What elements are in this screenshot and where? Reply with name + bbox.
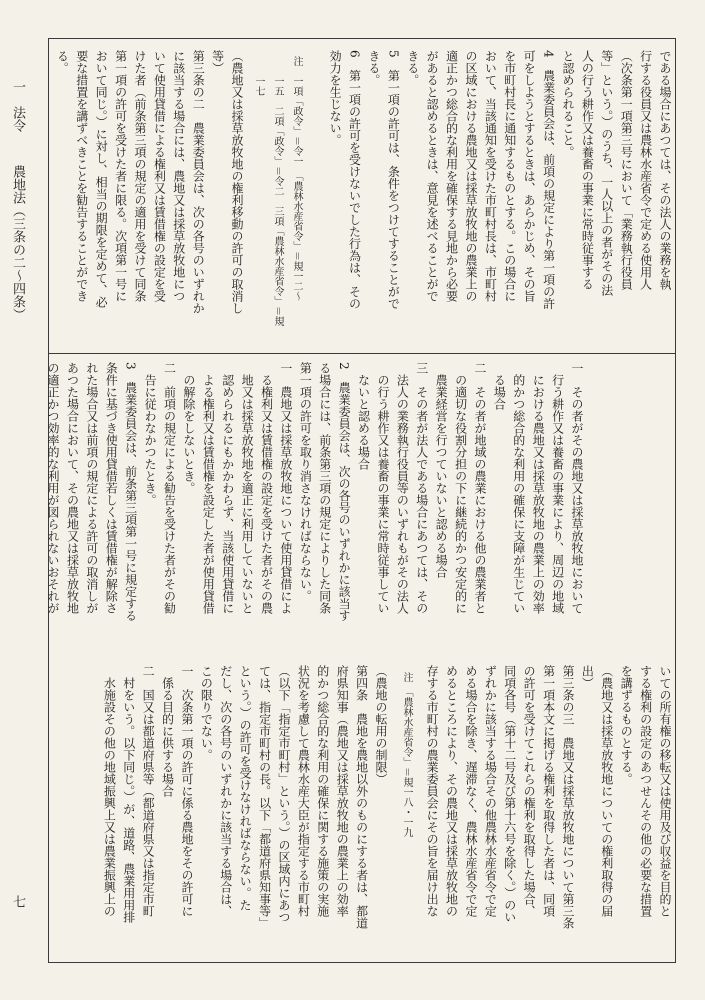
text-line: 人の行う耕作又は養畜の事業に常時従事する — [580, 50, 595, 290]
text-line: の解除をしないとき。 — [181, 362, 196, 494]
note-line: 一五 二項「政令」＝令二 三項「農林水産省令」＝規 — [272, 56, 283, 326]
text-line: める場合を除き、遅滞なく、農林水産省令で定 — [463, 665, 478, 917]
text-line: この限りでない。 — [199, 665, 214, 761]
text-line: 農業経営を行つていないと認める場合 — [434, 362, 449, 578]
text-line: 的かつ総合的な利用の確保に関する施策の実施 — [315, 665, 330, 917]
text-line: を市町村長に通知するものとする。この場合に — [502, 50, 517, 302]
text-line: の行う耕作又は養畜の事業に常時従事してい — [375, 362, 390, 614]
text-line: 第四条 農地を農地以外のものにする者は、都道 — [354, 665, 369, 929]
section-divider — [48, 353, 676, 354]
text-line: 第三条の二 農業委員会は、次の各号のいずれか — [191, 50, 206, 314]
text-line: 要な措置を講ずべきことを勧告することができ — [74, 50, 89, 302]
text-line: （次条第一項第三号において「業務執行役員 — [619, 50, 634, 290]
text-line: きる。 — [405, 50, 420, 86]
text-line: 一 その者がその農地又は採草放牧地において — [570, 362, 584, 614]
text-line: 第三条の三 農地又は採草放牧地について第三条 — [560, 665, 575, 929]
text-line: の区域における農地又は採草放牧地の農業上の — [463, 50, 478, 302]
text-line: 行する役員又は農林水産省令で定める使用人 — [638, 50, 653, 290]
text-line: 告に従わなかつたとき。 — [143, 362, 158, 506]
note-line: 一七 — [253, 56, 264, 96]
right-note — [392, 672, 416, 952]
text-line: おいて、当該通知を受けた市町村長は、市町村 — [483, 50, 498, 302]
article-3-2-text — [56, 50, 246, 348]
text-line: きる。 — [366, 50, 381, 86]
text-line: けた者（前条第三項の規定の適用を受けて同条 — [132, 50, 147, 302]
text-line: 的かつ総合的な利用の確保に支障が生じてい — [511, 362, 526, 614]
text-line: めるところにより、その農地又は採草放牧地の — [444, 665, 459, 917]
text-line: の適切な役割分担の下に継続的かつ安定的に — [453, 362, 468, 614]
text-line: 府県知事（農地又は採草放牧地の農業上の効率 — [335, 665, 350, 917]
text-line: る。 — [55, 50, 70, 74]
text-line: る場合 — [492, 362, 507, 410]
text-line: （農地の転用の制限） — [374, 665, 388, 785]
text-line: 村をいう。以下同じ。）が、道路、農業用用排 — [121, 665, 136, 923]
text-line: 認められるにもかかわらず、当該使用貸借に — [220, 362, 235, 614]
text-line: 第一項の許可を取り消さなければならない。 — [298, 362, 313, 602]
text-line: 存する市町村の農業委員会にその旨を届け出な — [425, 665, 440, 917]
text-line: 法人の業務執行役員等のいずれもがその法人 — [395, 362, 410, 614]
text-line: ずれかに該当する場合その他農林水産省令で定 — [483, 665, 498, 917]
page-number: 七 — [10, 895, 25, 908]
bottom-section-text — [46, 362, 586, 658]
text-line: （農地又は採草放牧地の権利移動の許可の取消し — [230, 50, 244, 314]
text-line: という。）の許可を受けなければならない。た — [238, 665, 253, 911]
text-line: 条件に基づき使用貸借若しくは賃借権が解除さ — [104, 362, 119, 614]
text-line: あつた場合において、その農地又は採草放牧地 — [65, 362, 80, 614]
text-line: である場合にあつては、その法人の業務を執 — [658, 50, 672, 290]
text-line: における農地又は採草放牧地の農業上の効率 — [531, 362, 546, 614]
text-line: する権利の設定のあつせんその他の必要な措置 — [638, 665, 653, 917]
header-section: 一 法令 — [10, 80, 25, 132]
text-line: 第一項の許可を受けた者に限る。次項第一号に — [113, 50, 128, 302]
text-line: 二 その者が地域の農業における他の農業者と — [472, 362, 487, 614]
text-line: 2 農業委員会は、次の各号のいずれかに該当す — [337, 362, 352, 622]
text-line: る場合には、前条第三項の規定によりした同条 — [317, 362, 332, 614]
text-line: （農地又は採草放牧地についての権利取得の届 — [599, 665, 614, 917]
header-title: 農地法（三条の二～四条） — [10, 165, 25, 321]
text-line: 効力を生じない。 — [328, 50, 343, 146]
text-line: 3 農業委員会は、前条第三項第一号に規定する — [123, 362, 138, 622]
text-line: （以下「指定市町村」という。）の区域内にあつ — [276, 665, 291, 923]
note-line: 注 一項「政令」＝令一 「農林水産省令」＝規一二～ — [291, 56, 302, 301]
text-line: ないと認める場合 — [356, 362, 371, 470]
text-line: 一 農地又は採草放牧地について使用貸借によ — [278, 362, 293, 614]
top-section-text — [330, 50, 674, 348]
text-line: の適正かつ効率的な利用が図られないおそれが — [46, 362, 61, 614]
text-line: いての所有権の移転又は使用及び収益を目的と — [658, 665, 672, 917]
text-line: 等」という。）のうち、一人以上の者がその法 — [599, 50, 614, 296]
top-notes — [246, 56, 306, 346]
text-line: おいて同じ。）に対し、相当の期限を定めて、必 — [94, 50, 109, 308]
text-line: 同項各号（第十二号及び第十六号を除く。）のい — [502, 665, 517, 923]
text-line: 第一項本文に掲げる権利を取得した者は、同項 — [541, 665, 556, 917]
text-line: 出） — [580, 665, 595, 689]
text-line: いて使用貸借による権利又は賃借権の設定を受 — [152, 50, 167, 302]
article-4-text — [56, 665, 390, 955]
text-line: 地又は採草放牧地を適正に利用していないと — [240, 362, 255, 614]
text-line: 行う耕作又は養畜の事業により、周辺の地域 — [550, 362, 565, 614]
text-line: る権利又は賃借権の設定を受けた者がその農 — [259, 362, 274, 614]
text-line: よる権利又は賃借権を設定した者が使用貸借 — [201, 362, 216, 614]
right-column-text — [420, 665, 674, 955]
text-line: ては、指定市町村の長。以下「都道府県知事等」 — [257, 665, 272, 929]
text-line: れた場合又は前項の規定による許可の取消しが — [84, 362, 99, 614]
text-line: に該当する場合には、農地又は採草放牧地につ — [171, 50, 186, 302]
text-line: と認められること。 — [560, 50, 575, 158]
text-line: 適正かつ総合的な利用を確保する見地から必要 — [444, 50, 459, 302]
text-line: 等） — [210, 50, 225, 74]
text-line: 二 国又は都道府県等（都道府県又は指定市町 — [141, 665, 156, 917]
text-line: だし、次の各号のいずれかに該当する場合は、 — [218, 665, 233, 917]
text-line: 状況を考慮して農林水産大臣が指定する市町村 — [296, 665, 311, 917]
text-line: 5 第一項の許可は、条件をつけてすることがで — [386, 50, 401, 310]
text-line: の許可を受けてこれらの権利を取得した場合、 — [522, 665, 537, 917]
text-line: 可をしようとするときは、あらかじめ、その旨 — [522, 50, 537, 302]
text-line: 係る目的に供する場合 — [160, 665, 175, 797]
text-line: 一 次条第一項の許可に係る農地をその許可に — [179, 665, 194, 917]
text-line: を講ずるものとする。 — [619, 665, 634, 785]
text-line: 三 その者が法人である場合にあつては、その — [414, 362, 429, 614]
text-line: 6 第一項の許可を受けないでした行為は、その — [347, 50, 362, 310]
text-line: があると認めるときは、意見を述べることがで — [425, 50, 440, 302]
text-line: 水施設その他の地域振興上又は農業振興上の — [102, 665, 117, 917]
text-line: 二 前項の規定による勧告を受けた者がその勧 — [162, 362, 177, 614]
note-line: 注 「農林水産省令」＝規一八・一九 — [401, 672, 412, 837]
text-line: 4 農業委員会は、前項の規定により第一項の許 — [541, 50, 556, 310]
